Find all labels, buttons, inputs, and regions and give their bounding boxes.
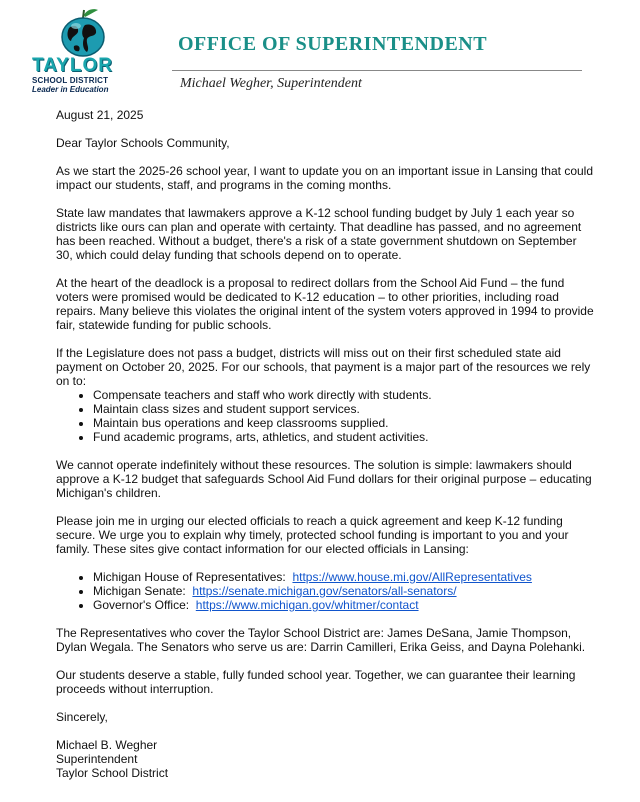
contact-label: Michigan Senate: [93,584,186,598]
signature-org: Taylor School District [56,766,169,780]
letter-body [56,108,596,780]
salutation: Dear Taylor Schools Community, [56,136,230,150]
funding-uses-list [56,388,596,444]
signature-title: Superintendent [56,752,138,766]
house-link[interactable]: https://www.house.mi.gov/AllRepresentatives [292,570,532,584]
header-divider [172,70,582,71]
governor-link[interactable]: https://www.michigan.gov/whitmer/contact [195,598,419,612]
paragraph: If the Legislature does not pass a budget, districts will miss out on their first scheduled state aid payment on October 20, 2025. For our schools, that payment is a major part of the resources we rely on to: [56,346,591,388]
list-item [93,598,596,612]
paragraph: As we start the 2025-26 school year, I want to update you on an important issue in Lansing that could impact our students, staff, and programs in the coming months. [56,164,593,192]
list-item: • Fund academic programs, arts, athletics, and student activities. [93,430,596,444]
list-item: • Maintain bus operations and keep classrooms supplied. [93,416,596,430]
letter-date: August 21, 2025 [56,108,144,122]
signature-name: Michael B. Wegher [56,738,158,752]
letterhead [0,0,640,100]
logo-tagline: Leader in Education [32,85,109,94]
logo-name: TAYLOR [32,55,113,76]
contacts-list [56,570,596,612]
paragraph: The Representatives who cover the Taylor School District are: James DeSana, Jamie Thompson, Dylan Wegala. The Senators who serve us are: Darrin Camilleri, Erika Geiss, and Dayna Polehanki. [56,626,586,654]
office-title: OFFICE OF SUPERINTENDENT [178,33,488,55]
district-logo [32,6,136,96]
paragraph: Please join me in urging our elected officials to reach a quick agreement and keep K-12 funding secure. We urge you to explain why timely, protected school funding is important to you and your family. These sites give contact information for our elected officials in Lansing: [56,514,569,556]
paragraph: We cannot operate indefinitely without these resources. The solution is simple: lawmakers should approve a K-12 budget that safeguards School Aid Fund dollars for their original purpose – educating Michigan's children. [56,458,592,500]
list-item [93,570,596,584]
contact-label: Governor's Office: [93,598,190,612]
senate-link[interactable]: https://senate.michigan.gov/senators/all-senators/ [192,584,457,598]
superintendent-name: Michael Wegher, Superintendent [180,76,362,91]
paragraph: State law mandates that lawmakers approve a K-12 school funding budget by July 1 each year so districts like ours can plan and operate with certainty. That deadline has passed, and no agreement has been reached. Without a budget, there's a risk of a state government shutdown on September 30, which could delay funding that schools depend on to operate. [56,206,582,262]
list-item: • Maintain class sizes and student support services. [93,402,596,416]
logo-district: SCHOOL DISTRICT [32,76,109,85]
paragraph: At the heart of the deadlock is a proposal to redirect dollars from the School Aid Fund – the fund voters were promised would be dedicated to K-12 education – to other priorities, including road repairs. Many believe this violates the original intent of the system voters approved in 1994 to provide fair, statewide funding for public schools. [56,276,594,332]
apple-globe-icon [54,6,112,58]
list-item: • Compensate teachers and staff who work directly with students. [93,388,596,402]
contact-label: Michigan House of Representatives: [93,570,286,584]
paragraph: Our students deserve a stable, fully funded school year. Together, we can guarantee their learning proceeds without interruption. [56,668,576,696]
closing: Sincerely, [56,710,108,724]
list-item [93,584,596,598]
